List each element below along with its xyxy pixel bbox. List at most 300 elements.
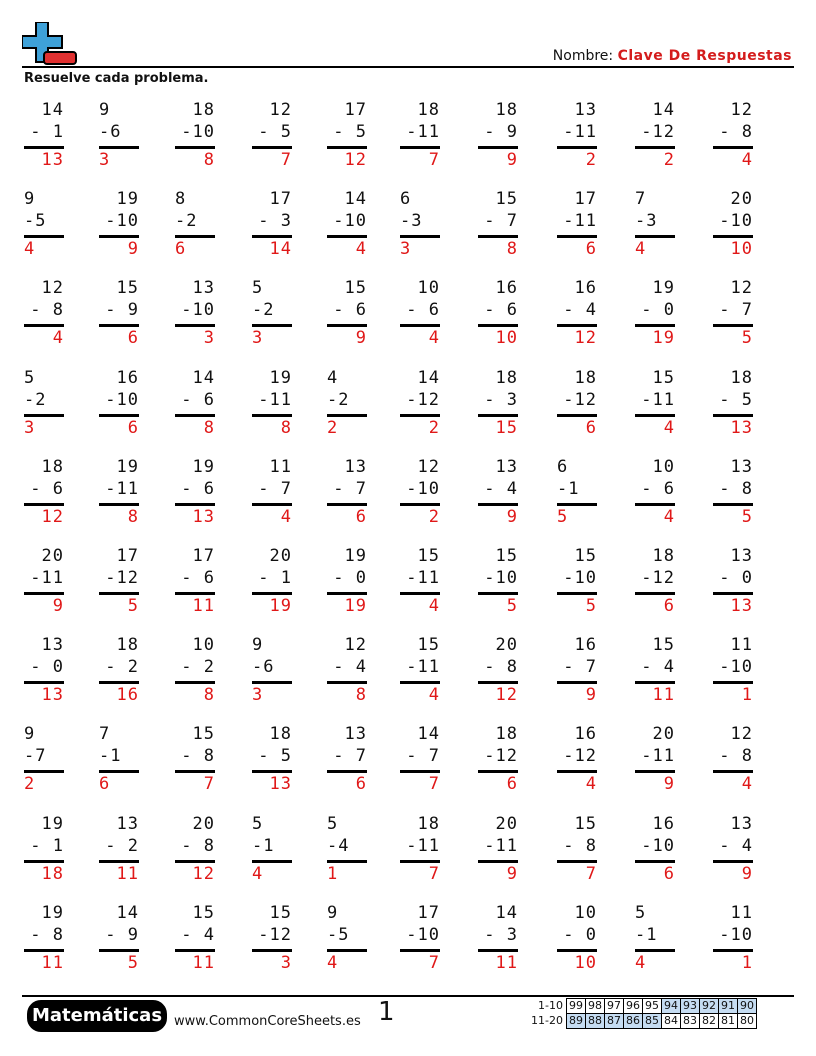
minuend: 8 — [175, 189, 187, 210]
minuend: 17 — [116, 546, 139, 566]
subtrahend: - 8 — [30, 300, 64, 321]
problem — [99, 546, 159, 626]
answer-line — [24, 146, 64, 149]
answer-line — [24, 770, 64, 773]
answer: 8 — [355, 685, 367, 706]
answer: 8 — [127, 506, 139, 527]
answer-line — [635, 414, 675, 417]
minuend: 19 — [41, 813, 64, 834]
answer: 7 — [585, 863, 597, 884]
answer: 1 — [741, 952, 753, 973]
answer-line — [99, 414, 139, 417]
subtrahend: -12 — [105, 568, 139, 588]
answer: 9 — [585, 685, 597, 706]
problem — [327, 278, 387, 358]
answer-line — [635, 681, 675, 684]
subtrahend: -5 — [327, 924, 350, 945]
problem — [713, 278, 773, 358]
answer-line — [252, 235, 292, 238]
answer-line — [252, 324, 292, 327]
minuend: 18 — [574, 367, 597, 388]
problem — [478, 724, 538, 804]
site-url: www.CommonCoreSheets.es — [174, 1014, 361, 1029]
minuend: 15 — [652, 367, 675, 388]
answer-line — [24, 681, 64, 684]
score-cell: 83 — [680, 1014, 699, 1029]
subtrahend: -11 — [258, 389, 292, 410]
answer: 12 — [192, 863, 215, 884]
answer-line — [557, 414, 597, 417]
problem — [635, 724, 695, 804]
answer: 13 — [730, 596, 753, 616]
minuend: 20 — [495, 813, 518, 834]
answer-line — [400, 324, 440, 327]
problem — [99, 278, 159, 358]
score-row-1 — [529, 999, 756, 1014]
problem — [635, 368, 695, 448]
subtrahend: -6 — [252, 657, 275, 678]
minuend: 13 — [192, 278, 215, 299]
minuend: 9 — [327, 902, 339, 923]
minuend: 11 — [269, 456, 292, 477]
score-table — [529, 998, 757, 1029]
brand-badge: Matemáticas — [27, 1000, 167, 1032]
minuend: 15 — [495, 546, 518, 566]
answer-line — [400, 414, 440, 417]
minuend: 13 — [495, 456, 518, 477]
subtrahend: - 0 — [563, 924, 597, 945]
subtrahend: -2 — [175, 211, 198, 232]
problem — [635, 189, 695, 269]
answer-line — [713, 860, 753, 863]
answer-line — [24, 860, 64, 863]
minuend: 14 — [417, 724, 440, 745]
score-row-2 — [529, 1014, 756, 1029]
problem — [327, 903, 387, 983]
minuend: 17 — [344, 100, 367, 120]
answer-line — [175, 235, 215, 238]
problem — [252, 635, 312, 715]
minuend: 10 — [574, 902, 597, 923]
answer: 6 — [663, 596, 675, 616]
subtrahend: - 5 — [719, 389, 753, 410]
minuend: 15 — [417, 546, 440, 566]
score-cell: 84 — [661, 1014, 680, 1029]
answer-line — [175, 860, 215, 863]
minuend: 17 — [192, 546, 215, 566]
minuend: 18 — [495, 367, 518, 388]
answer: 1 — [741, 685, 753, 706]
problem — [478, 546, 538, 626]
subtrahend: - 3 — [484, 924, 518, 945]
answer: 1 — [327, 863, 339, 884]
answer: 4 — [428, 596, 440, 616]
subtrahend: - 7 — [563, 657, 597, 678]
minuend: 12 — [344, 635, 367, 656]
subtrahend: - 0 — [30, 657, 64, 678]
subtrahend: -11 — [406, 835, 440, 856]
subtrahend: -10 — [641, 835, 675, 856]
subtrahend: - 1 — [258, 568, 292, 588]
minuend: 15 — [574, 546, 597, 566]
subtrahend: -10 — [406, 924, 440, 945]
name-value: Clave De Respuestas — [617, 48, 792, 64]
subtrahend: -3 — [635, 211, 658, 232]
minuend: 12 — [41, 278, 64, 299]
subtrahend: -11 — [563, 211, 597, 232]
subtrahend: - 4 — [181, 924, 215, 945]
subtrahend: -10 — [181, 122, 215, 142]
minuend: 10 — [192, 635, 215, 656]
minuend: 5 — [635, 902, 647, 923]
answer-line — [635, 146, 675, 149]
subtrahend: - 8 — [563, 835, 597, 856]
problem — [635, 457, 695, 537]
answer-line — [175, 592, 215, 595]
answer-line — [400, 681, 440, 684]
subtrahend: - 4 — [563, 300, 597, 321]
answer-line — [99, 860, 139, 863]
subtrahend: - 7 — [333, 478, 367, 499]
subtrahend: - 7 — [719, 300, 753, 321]
answer: 9 — [506, 150, 518, 170]
minuend: 18 — [116, 635, 139, 656]
minuend: 13 — [730, 813, 753, 834]
subtrahend: - 1 — [30, 122, 64, 142]
minuend: 19 — [41, 902, 64, 923]
minuend: 18 — [495, 100, 518, 120]
subtrahend: - 6 — [641, 478, 675, 499]
minuend: 15 — [269, 902, 292, 923]
minuend: 19 — [192, 456, 215, 477]
subtrahend: - 9 — [484, 122, 518, 142]
problem — [557, 724, 617, 804]
answer: 4 — [24, 239, 36, 260]
answer: 6 — [99, 774, 111, 795]
minuend: 20 — [730, 189, 753, 210]
answer: 4 — [327, 952, 339, 973]
subtrahend: - 4 — [333, 657, 367, 678]
subtrahend: - 0 — [719, 568, 753, 588]
problem — [24, 368, 84, 448]
answer-line — [175, 146, 215, 149]
problem — [327, 635, 387, 715]
answer: 2 — [327, 417, 339, 438]
minuend: 14 — [495, 902, 518, 923]
answer: 8 — [203, 417, 215, 438]
problem — [635, 278, 695, 358]
problem — [635, 546, 695, 626]
answer-line — [478, 235, 518, 238]
answer-line — [400, 949, 440, 952]
answer: 10 — [495, 328, 518, 349]
minuend: 4 — [327, 367, 339, 388]
answer: 2 — [24, 774, 36, 795]
subtrahend: - 2 — [105, 657, 139, 678]
answer: 12 — [495, 685, 518, 706]
answer-line — [557, 949, 597, 952]
problem — [99, 100, 159, 180]
subtrahend: -10 — [484, 568, 518, 588]
score-cell: 87 — [604, 1014, 623, 1029]
subtrahend: -11 — [641, 746, 675, 767]
minuend: 19 — [269, 367, 292, 388]
problem — [252, 189, 312, 269]
problem — [557, 903, 617, 983]
score-cell: 91 — [718, 999, 737, 1014]
problem — [557, 368, 617, 448]
answer-line — [713, 146, 753, 149]
minuend: 20 — [192, 813, 215, 834]
answer: 4 — [428, 685, 440, 706]
subtrahend: -2 — [327, 389, 350, 410]
problem — [557, 635, 617, 715]
minuend: 18 — [41, 456, 64, 477]
answer-line — [99, 592, 139, 595]
answer: 5 — [585, 596, 597, 616]
answer-line — [635, 949, 675, 952]
minuend: 7 — [99, 724, 111, 745]
answer: 10 — [730, 239, 753, 260]
subtrahend: - 6 — [333, 300, 367, 321]
subtrahend: - 3 — [258, 211, 292, 232]
subtrahend: -11 — [406, 657, 440, 678]
subtrahend: -10 — [406, 478, 440, 499]
score-cell: 94 — [661, 999, 680, 1014]
minuend: 19 — [344, 546, 367, 566]
problem — [400, 635, 460, 715]
subtrahend: - 7 — [406, 746, 440, 767]
answer-line — [252, 770, 292, 773]
subtrahend: - 4 — [484, 478, 518, 499]
answer: 11 — [652, 685, 675, 706]
answer-line — [557, 681, 597, 684]
problem — [252, 546, 312, 626]
answer-line — [478, 324, 518, 327]
answer-line — [24, 592, 64, 595]
problem — [252, 903, 312, 983]
answer: 4 — [635, 952, 647, 973]
problem — [478, 814, 538, 894]
subtrahend: - 8 — [181, 835, 215, 856]
subtrahend: -11 — [30, 568, 64, 588]
name-label: Nombre: — [552, 48, 614, 64]
problem — [557, 457, 617, 537]
minuend: 13 — [574, 100, 597, 120]
minuend: 18 — [192, 100, 215, 120]
minuend: 16 — [574, 724, 597, 745]
answer-line — [24, 324, 64, 327]
answer: 11 — [116, 863, 139, 884]
answer: 9 — [741, 863, 753, 884]
minuend: 14 — [417, 367, 440, 388]
answer: 11 — [495, 952, 518, 973]
problem — [99, 368, 159, 448]
minuend: 13 — [730, 456, 753, 477]
subtrahend: -12 — [641, 568, 675, 588]
minuend: 15 — [116, 278, 139, 299]
problem — [175, 814, 235, 894]
minuend: 15 — [495, 189, 518, 210]
subtrahend: - 8 — [181, 746, 215, 767]
subtrahend: - 9 — [105, 300, 139, 321]
answer: 14 — [269, 239, 292, 260]
subtrahend: - 6 — [30, 478, 64, 499]
problem — [557, 189, 617, 269]
problem — [635, 903, 695, 983]
subtrahend: - 6 — [406, 300, 440, 321]
answer-line — [252, 949, 292, 952]
answer: 7 — [428, 774, 440, 795]
answer: 9 — [663, 774, 675, 795]
problem — [478, 189, 538, 269]
answer-line — [327, 146, 367, 149]
problem — [175, 100, 235, 180]
answer-line — [99, 503, 139, 506]
problem — [327, 546, 387, 626]
plus-minus-logo-icon — [22, 22, 78, 66]
minuend: 18 — [269, 724, 292, 745]
score-cell: 95 — [642, 999, 661, 1014]
problem — [99, 903, 159, 983]
answer-line — [327, 770, 367, 773]
minuend: 13 — [730, 546, 753, 566]
answer: 3 — [400, 239, 412, 260]
answer-line — [327, 235, 367, 238]
answer-line — [635, 324, 675, 327]
problem — [400, 100, 460, 180]
answer-line — [400, 235, 440, 238]
answer: 4 — [52, 328, 64, 349]
minuend: 14 — [116, 902, 139, 923]
answer-line — [635, 860, 675, 863]
answer-line — [713, 414, 753, 417]
minuend: 5 — [252, 813, 264, 834]
answer: 7 — [428, 863, 440, 884]
answer-line — [478, 860, 518, 863]
minuend: 14 — [192, 367, 215, 388]
minuend: 14 — [41, 100, 64, 120]
problem — [252, 814, 312, 894]
score-cell: 82 — [699, 1014, 718, 1029]
problem — [99, 724, 159, 804]
score-row-2-label: 11-20 — [531, 1014, 563, 1027]
answer: 9 — [52, 596, 64, 616]
problem — [635, 814, 695, 894]
subtrahend: -1 — [252, 835, 275, 856]
answer: 4 — [635, 239, 647, 260]
minuend: 9 — [24, 189, 36, 210]
score-cell: 99 — [566, 999, 585, 1014]
answer: 5 — [506, 596, 518, 616]
answer-line — [327, 324, 367, 327]
problem — [400, 189, 460, 269]
problem — [99, 635, 159, 715]
subtrahend: -11 — [484, 835, 518, 856]
answer-line — [175, 681, 215, 684]
minuend: 13 — [116, 813, 139, 834]
answer-line — [24, 414, 64, 417]
answer-line — [635, 235, 675, 238]
problem — [99, 814, 159, 894]
problem — [24, 814, 84, 894]
problem — [24, 724, 84, 804]
problem — [400, 814, 460, 894]
problem — [478, 903, 538, 983]
answer: 7 — [428, 952, 440, 973]
answer: 9 — [506, 863, 518, 884]
minuend: 15 — [344, 278, 367, 299]
subtrahend: - 0 — [641, 300, 675, 321]
answer-line — [713, 235, 753, 238]
subtrahend: -12 — [484, 746, 518, 767]
subtrahend: -5 — [24, 211, 47, 232]
problem — [713, 724, 773, 804]
score-cell: 97 — [604, 999, 623, 1014]
problem — [175, 635, 235, 715]
subtrahend: -12 — [406, 389, 440, 410]
subtrahend: - 8 — [719, 746, 753, 767]
minuend: 18 — [417, 100, 440, 120]
answer: 8 — [280, 417, 292, 438]
answer-line — [557, 235, 597, 238]
answer: 10 — [574, 952, 597, 973]
minuend: 18 — [495, 724, 518, 745]
problem — [713, 457, 773, 537]
subtrahend: -2 — [252, 300, 275, 321]
answer-line — [327, 592, 367, 595]
answer: 5 — [741, 506, 753, 527]
subtrahend: - 8 — [484, 657, 518, 678]
minuend: 16 — [574, 278, 597, 299]
problem — [327, 189, 387, 269]
subtrahend: - 8 — [719, 478, 753, 499]
answer: 12 — [574, 328, 597, 349]
answer-line — [252, 592, 292, 595]
answer-line — [557, 860, 597, 863]
minuend: 6 — [557, 456, 569, 477]
problem — [175, 278, 235, 358]
subtrahend: - 5 — [333, 122, 367, 142]
answer-line — [557, 324, 597, 327]
answer: 11 — [192, 596, 215, 616]
answer: 4 — [741, 150, 753, 170]
answer-line — [327, 949, 367, 952]
subtrahend: - 4 — [719, 835, 753, 856]
answer: 13 — [730, 417, 753, 438]
minuend: 9 — [252, 635, 264, 656]
subtrahend: -4 — [327, 835, 350, 856]
answer-line — [99, 681, 139, 684]
answer: 16 — [116, 685, 139, 706]
minuend: 17 — [269, 189, 292, 210]
subtrahend: - 0 — [333, 568, 367, 588]
answer: 19 — [269, 596, 292, 616]
score-cell: 81 — [718, 1014, 737, 1029]
answer-line — [252, 146, 292, 149]
answer-line — [175, 503, 215, 506]
problem — [557, 546, 617, 626]
answer-line — [252, 860, 292, 863]
problem — [327, 457, 387, 537]
subtrahend: - 8 — [30, 924, 64, 945]
problem — [252, 278, 312, 358]
answer: 5 — [557, 506, 569, 527]
answer-line — [175, 324, 215, 327]
problem — [99, 457, 159, 537]
subtrahend: -12 — [563, 389, 597, 410]
answer: 7 — [428, 150, 440, 170]
